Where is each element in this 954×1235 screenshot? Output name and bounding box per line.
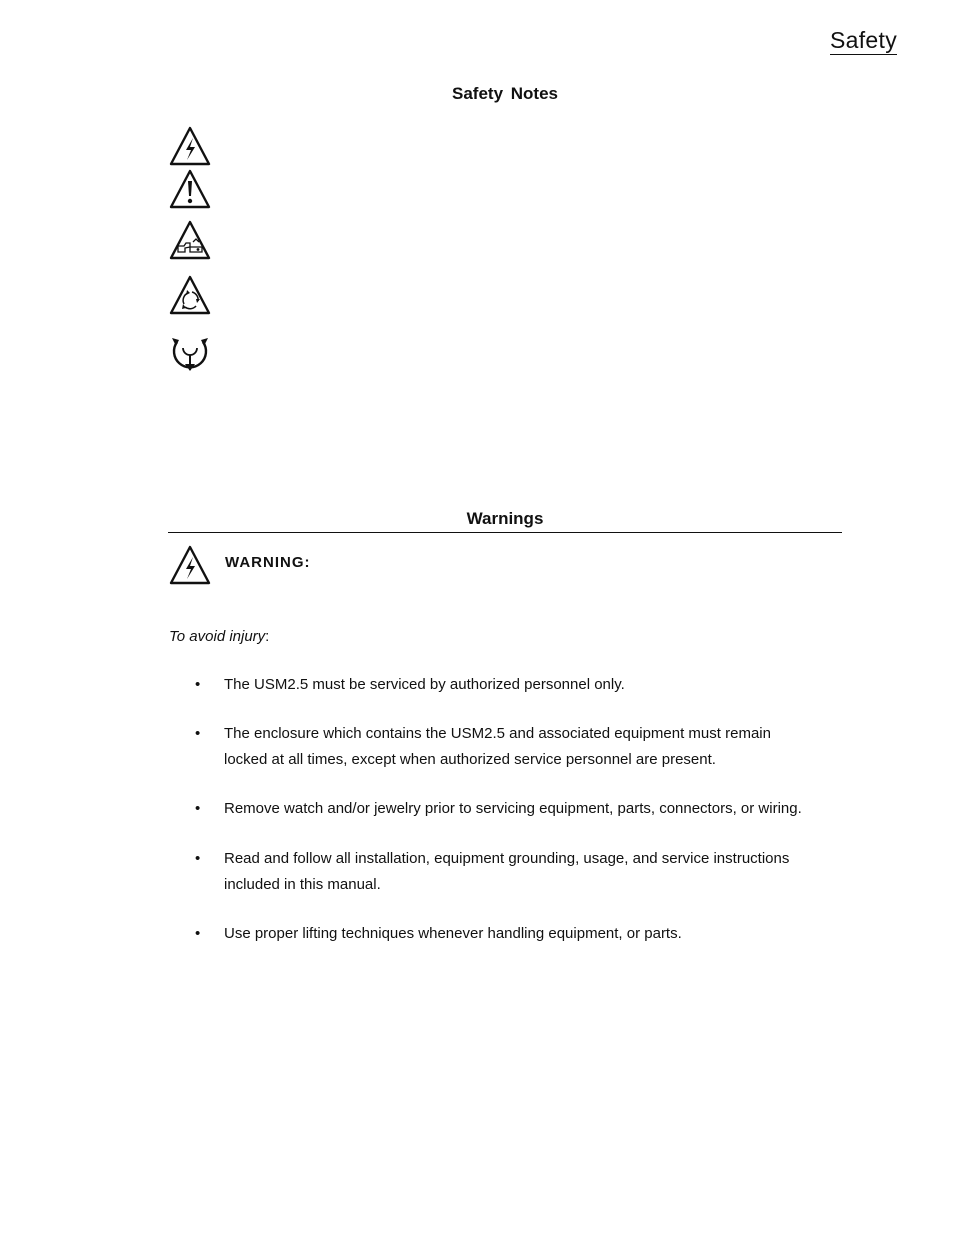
bullet: • — [195, 850, 201, 867]
avoid-injury-intro — [169, 628, 269, 645]
recycle-icon — [168, 274, 212, 318]
list-item — [195, 846, 849, 898]
safety-notes-heading: Safety Notes — [452, 84, 558, 103]
list-item — [195, 921, 845, 947]
electric-shock-warning-icon — [168, 544, 212, 588]
list-item-text: Remove watch and/or jewelry prior to servicing equipment, parts, connectors, or wiring. — [224, 800, 802, 817]
list-item-text: Read and follow all installation, equipment grounding, usage, and service instructions included in this manual. — [224, 850, 790, 893]
electrostatic-discharge-icon — [168, 330, 212, 374]
list-item-text: Use proper lifting techniques whenever handling equipment, or parts. — [224, 925, 682, 942]
bullet: • — [195, 676, 201, 693]
warnings-list — [195, 672, 845, 947]
hand-injury-warning-icon — [168, 219, 212, 263]
bullet: • — [195, 800, 201, 817]
list-item-text: The enclosure which contains the USM2.5 and associated equipment must remain locked at all times, except when authorized service personnel are present. — [224, 725, 771, 768]
list-item — [195, 672, 845, 698]
warnings-divider — [168, 532, 842, 533]
bullet: • — [195, 725, 201, 742]
warning-label: WARNING: — [225, 554, 311, 571]
caution-exclamation-icon — [168, 168, 212, 212]
warnings-heading: Warnings — [466, 509, 544, 528]
list-item-text: The USM2.5 must be serviced by authorized personnel only. — [224, 676, 625, 693]
list-item — [195, 721, 814, 773]
page-header-title: Safety — [829, 27, 897, 53]
bullet: • — [195, 925, 201, 942]
electric-shock-warning-icon — [168, 125, 212, 169]
avoid-injury-text: To avoid injury — [169, 628, 266, 645]
avoid-injury-colon: : — [265, 628, 270, 645]
list-item — [195, 796, 845, 822]
